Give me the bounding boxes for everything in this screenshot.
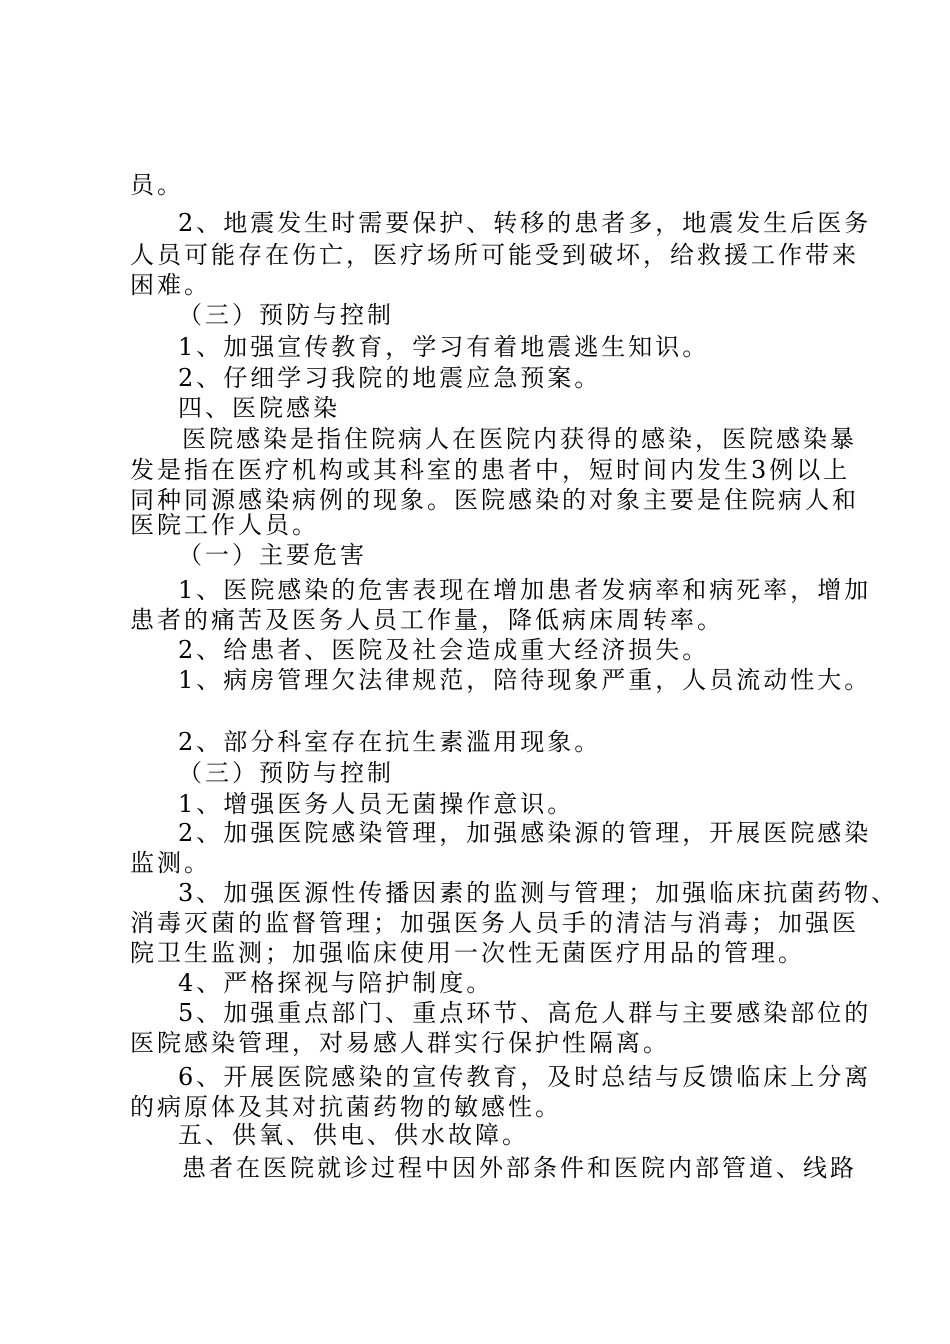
text-line: 4、严格探视与陪护制度。 [178,969,494,997]
text-line: 发是指在医疗机构或其科室的患者中，短时间内发生3例以上 [130,456,851,484]
text-line: 医院感染是指住院病人在医院内获得的感染，医院感染暴 [182,425,857,453]
text-line: 6、开展医院感染的宣传教育，及时总结与反馈临床上分离 [178,1063,872,1091]
text-line: 3、加强医源性传播因素的监测与管理；加强临床抗菌药物、 [178,879,899,907]
text-line: 1、医院感染的危害表现在增加患者发病率和病死率，增加 [178,576,872,604]
text-line: 2、仔细学习我院的地震应急预案。 [178,364,602,392]
text-line: 1、加强宣传教育，学习有着地震逃生知识。 [178,333,710,361]
text-line: 员。 [130,171,184,199]
section-heading: （三）预防与控制 [178,759,394,787]
text-line: 患者在医院就诊过程中因外部条件和医院内部管道、线路 [182,1154,857,1182]
text-line: 2、加强医院感染管理，加强感染源的管理，开展医院感染 [178,819,872,847]
section-heading: 四、医院感染 [178,394,340,422]
text-line: 监测。 [130,849,211,877]
text-line: 5、加强重点部门、重点环节、高危人群与主要感染部位的 [178,999,872,1027]
text-line: 院卫生监测；加强临床使用一次性无菌医疗用品的管理。 [130,939,805,967]
text-line: 同种同源感染病例的现象。医院感染的对象主要是住院病人和 [130,486,859,514]
text-line: 医院感染管理，对易感人群实行保护性隔离。 [130,1029,670,1057]
text-line: 困难。 [130,271,211,299]
text-line: 的病原体及其对抗菌药物的敏感性。 [130,1093,562,1121]
text-line: 医院工作人员。 [130,511,319,539]
text-line: 2、地震发生时需要保护、转移的患者多，地震发生后医务 [178,209,872,237]
text-line: 消毒灭菌的监督管理；加强医务人员手的清洁与消毒；加强医 [130,909,859,937]
text-line: 人员可能存在伤亡，医疗场所可能受到破坏，给救援工作带来 [130,241,859,269]
section-heading: 五、供氧、供电、供水故障。 [178,1121,529,1149]
text-line: 患者的痛苦及医务人员工作量，降低病床周转率。 [130,606,724,634]
text-line: 1、病房管理欠法律规范，陪待现象严重，人员流动性大。 [178,666,872,694]
section-heading: （三）预防与控制 [178,301,394,329]
text-line: 2、部分科室存在抗生素滥用现象。 [178,728,602,756]
text-line: 2、给患者、医院及社会造成重大经济损失。 [178,636,710,664]
section-heading: （一）主要危害 [178,541,367,569]
text-line: 1、增强医务人员无菌操作意识。 [178,790,575,818]
